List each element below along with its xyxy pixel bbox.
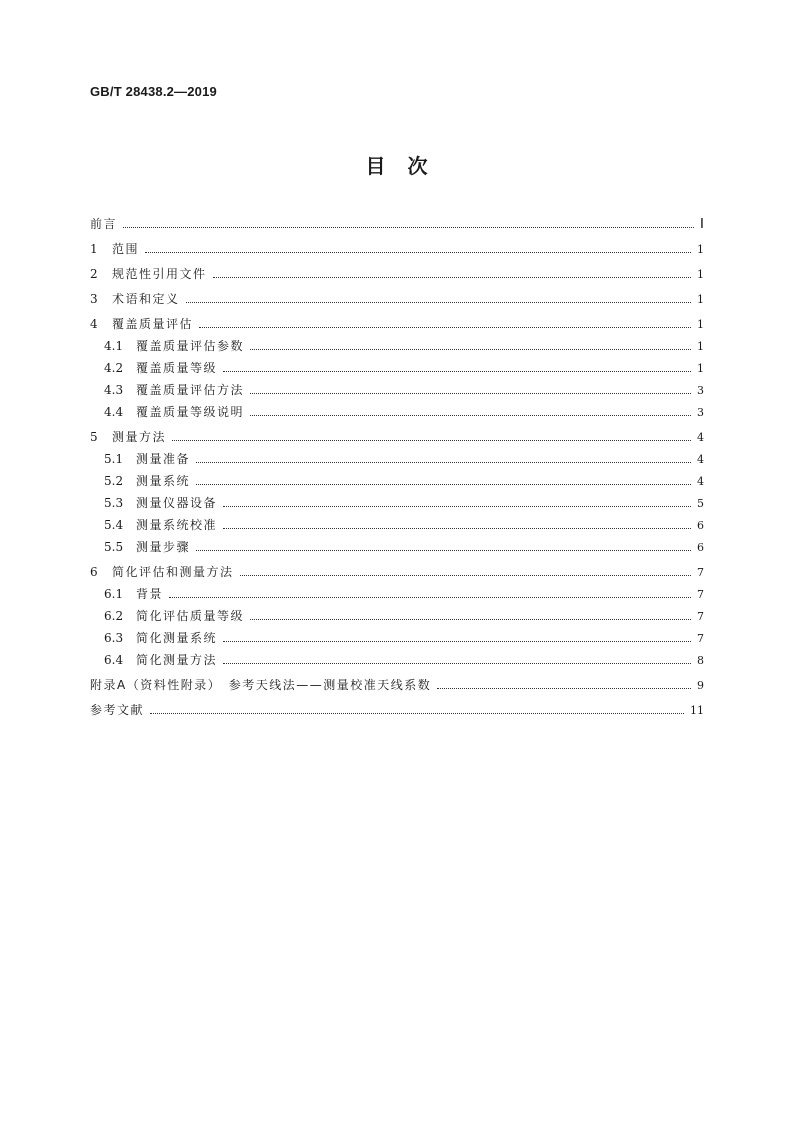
toc-entry-page: 1 — [697, 362, 704, 375]
toc-entry-title: 测量方法 — [112, 430, 167, 444]
toc-dot-leader — [172, 440, 691, 441]
toc-dot-leader — [150, 713, 684, 714]
toc-entry-number: 5.4 — [104, 518, 124, 532]
toc-dot-leader — [223, 506, 691, 507]
toc-entry[interactable] — [90, 451, 704, 468]
toc-entry-title: 前言 — [90, 217, 118, 231]
toc-entry-number: 3 — [90, 292, 98, 306]
toc-entry[interactable] — [90, 495, 704, 512]
toc-entry-page: Ⅰ — [699, 217, 704, 232]
toc-entry-title: 范围 — [112, 242, 140, 256]
toc-entry-number: 5.2 — [104, 474, 124, 488]
toc-entry-page: 11 — [690, 704, 704, 717]
toc-entry-page: 1 — [697, 293, 704, 306]
toc-entry[interactable] — [90, 216, 704, 233]
toc-dot-leader — [196, 550, 691, 551]
toc-entry-number: 5.3 — [104, 496, 124, 510]
toc-entry-page: 7 — [697, 588, 704, 601]
toc-dot-leader — [223, 371, 691, 372]
toc-entry-title: 术语和定义 — [112, 292, 180, 306]
toc-entry-number: 4 — [90, 317, 98, 331]
toc-entry[interactable] — [90, 338, 704, 355]
toc-entry-page: 1 — [697, 318, 704, 331]
toc-dot-leader — [223, 663, 691, 664]
toc-entry-title: 测量系统 — [136, 474, 191, 488]
toc-entry[interactable] — [90, 652, 704, 669]
toc-entry-title: 简化评估和测量方法 — [112, 565, 234, 579]
toc-entry-page: 6 — [697, 519, 704, 532]
toc-entry-title: 覆盖质量等级说明 — [136, 405, 245, 419]
table-of-contents — [90, 216, 704, 719]
toc-entry[interactable] — [90, 291, 704, 308]
toc-entry-number: 2 — [90, 267, 98, 281]
toc-entry-number: 6 — [90, 565, 98, 579]
toc-entry-number: 1 — [90, 242, 98, 256]
toc-entry-title: 简化测量方法 — [136, 653, 218, 667]
toc-dot-leader — [123, 227, 694, 228]
toc-entry-page: 6 — [697, 541, 704, 554]
toc-entry-page: 4 — [697, 475, 704, 488]
toc-entry-number: 4.2 — [104, 361, 124, 375]
toc-dot-leader — [250, 349, 691, 350]
toc-entry-number: 5 — [90, 430, 98, 444]
toc-entry-title: 测量步骤 — [136, 540, 191, 554]
toc-entry-title: 覆盖质量评估方法 — [136, 383, 245, 397]
toc-entry[interactable] — [90, 473, 704, 490]
toc-entry-page: 9 — [697, 679, 704, 692]
toc-entry[interactable] — [90, 382, 704, 399]
toc-entry-number: 5.1 — [104, 452, 124, 466]
toc-entry-title: 覆盖质量等级 — [136, 361, 218, 375]
toc-dot-leader — [250, 619, 691, 620]
toc-entry-title: 测量系统校准 — [136, 518, 218, 532]
toc-entry-title: 覆盖质量评估 — [112, 317, 194, 331]
toc-entry[interactable] — [90, 539, 704, 556]
toc-entry-title: 覆盖质量评估参数 — [136, 339, 245, 353]
toc-entry[interactable] — [90, 429, 704, 446]
toc-entry-title: 测量仪器设备 — [136, 496, 218, 510]
toc-entry-title: 参考文献 — [90, 703, 145, 717]
toc-entry[interactable] — [90, 517, 704, 534]
toc-entry-title: 背景 — [136, 587, 164, 601]
toc-entry-page: 3 — [697, 406, 704, 419]
toc-dot-leader — [145, 252, 691, 253]
toc-entry-number: 6.4 — [104, 653, 124, 667]
toc-entry[interactable] — [90, 586, 704, 603]
toc-entry-number: 4.3 — [104, 383, 124, 397]
page-title: 目 次 — [365, 154, 429, 178]
toc-entry-title: 测量准备 — [136, 452, 191, 466]
toc-entry-number: 4.1 — [104, 339, 124, 353]
toc-entry[interactable] — [90, 266, 704, 283]
toc-entry-page: 5 — [697, 497, 704, 510]
toc-dot-leader — [250, 415, 691, 416]
toc-entry-number: 4.4 — [104, 405, 124, 419]
toc-entry[interactable] — [90, 241, 704, 258]
toc-dot-leader — [223, 641, 691, 642]
toc-entry[interactable] — [90, 360, 704, 377]
toc-entry-title: 附录A（资料性附录） 参考天线法——测量校准天线系数 — [90, 678, 432, 692]
standard-code: GB/T 28438.2—2019 — [90, 84, 217, 99]
toc-entry[interactable] — [90, 316, 704, 333]
toc-entry-page: 1 — [697, 268, 704, 281]
toc-entry-title: 规范性引用文件 — [112, 267, 207, 281]
toc-entry[interactable] — [90, 677, 704, 694]
toc-dot-leader — [240, 575, 691, 576]
toc-dot-leader — [196, 462, 691, 463]
toc-entry-page: 7 — [697, 632, 704, 645]
toc-dot-leader — [437, 688, 691, 689]
toc-entry[interactable] — [90, 564, 704, 581]
toc-entry[interactable] — [90, 608, 704, 625]
toc-entry-number: 6.3 — [104, 631, 124, 645]
toc-dot-leader — [223, 528, 691, 529]
toc-entry-page: 4 — [697, 453, 704, 466]
toc-entry[interactable] — [90, 702, 704, 719]
toc-dot-leader — [250, 393, 691, 394]
toc-dot-leader — [169, 597, 691, 598]
toc-dot-leader — [196, 484, 691, 485]
toc-entry-page: 4 — [697, 431, 704, 444]
toc-entry-number: 6.2 — [104, 609, 124, 623]
toc-entry-page: 7 — [697, 566, 704, 579]
toc-entry-title: 简化测量系统 — [136, 631, 218, 645]
toc-entry-page: 1 — [697, 340, 704, 353]
toc-entry-page: 1 — [697, 243, 704, 256]
toc-entry-title: 简化评估质量等级 — [136, 609, 245, 623]
toc-entry-page: 8 — [697, 654, 704, 667]
toc-entry-page: 3 — [697, 384, 704, 397]
toc-dot-leader — [199, 327, 691, 328]
toc-entry-number: 6.1 — [104, 587, 124, 601]
toc-entry[interactable] — [90, 630, 704, 647]
toc-dot-leader — [186, 302, 691, 303]
toc-entry-page: 7 — [697, 610, 704, 623]
toc-entry-number: 5.5 — [104, 540, 124, 554]
toc-entry[interactable] — [90, 404, 704, 421]
toc-dot-leader — [213, 277, 691, 278]
